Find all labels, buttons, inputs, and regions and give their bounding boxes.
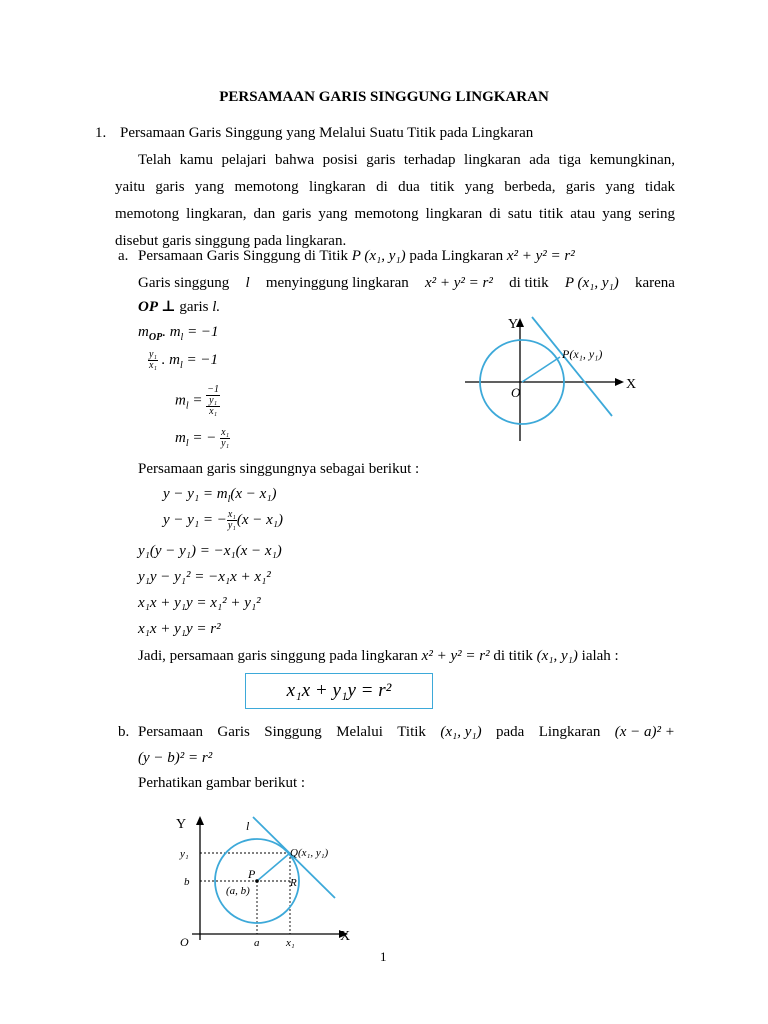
figure-b-tangent-point-label: Q(x₁, y₁)	[290, 847, 329, 859]
step-5: x₁x + y₁y = x₁² + y₁²	[138, 595, 261, 611]
part-a-desc-line1: Garis singgung l menyinggung lingkaran x² + y² = r² di titik P (x₁, y₁) karena	[138, 275, 675, 291]
figure-b-r-label: R	[290, 877, 297, 889]
part-b-heading-line1: Persamaan Garis Singgung Melalui Titik (x₁, y₁) pada Lingkaran (x − a)² +	[138, 724, 675, 740]
step-2: y − y₁ = − $\frac{\text{x₁}}{\text{y₁}}$ (x − x₁)	[163, 509, 283, 531]
figure-a-tangent-line	[532, 317, 612, 416]
figure-b-origin-label: O	[180, 935, 189, 949]
boxed-formula	[245, 673, 433, 709]
page-number: 1	[380, 949, 387, 964]
figure-a-axes	[465, 318, 624, 441]
part-a-heading: Persamaan Garis Singgung di Titik P (x₁, y₁) pada Lingkaran x² + y² = r²	[138, 248, 575, 264]
result-intro: Persamaan garis singgungnya sebagai berikut :	[138, 461, 420, 477]
section-heading: Persamaan Garis Singgung yang Melalui Suatu Titik pada Lingkaran	[120, 125, 534, 141]
part-b-letter: b.	[118, 724, 130, 740]
figure-a-point-label: P(x₁, y₁)	[562, 347, 603, 361]
section-number: 1.	[95, 125, 107, 141]
paragraph-line-3: memotong lingkaran, dan garis yang memotong lingkaran di satu titik atau yang sering	[115, 206, 675, 222]
equation-1: $m_{OP}$. $m_l = -1$	[138, 324, 219, 343]
step-3: y₁(y − y₁) = −x₁(x − x₁)	[138, 543, 282, 559]
step-4: y₁y − y₁² = −x₁x + x₁²	[138, 569, 271, 585]
equation-4: $m_l$ = − $\frac{\text{x₁}}{\text{y₁}}$	[175, 427, 230, 449]
figure-b-center-coord-label: (a, b)	[226, 885, 250, 897]
figure-b-a-tick: a	[254, 937, 260, 949]
figure-b-center-label: P	[248, 867, 256, 881]
figure-a-x-label: X	[626, 377, 637, 392]
paragraph-line-4: disebut garis singgung pada lingkaran.	[115, 233, 347, 249]
paragraph-line-2: yaitu garis yang memotong lingkaran di dua titik yang berbeda, garis yang tidak	[115, 179, 675, 195]
figure-b-center-dot	[255, 879, 259, 883]
figure-a-y-label: Y	[508, 317, 519, 332]
equation-3: $m_l$ = −1 y₁ x₁	[175, 384, 219, 417]
part-a-desc-line2: OP ⊥ garis l.	[138, 299, 221, 315]
figure-b-b-tick: b	[184, 876, 190, 888]
figure-b-x-label: X	[340, 929, 351, 944]
part-b-intro: Perhatikan gambar berikut :	[138, 775, 306, 791]
figure-a-origin-label: O	[511, 385, 521, 400]
part-a-letter: a.	[118, 248, 129, 264]
page-title: PERSAMAAN GARIS SINGGUNG LINGKARAN	[219, 89, 549, 105]
equation-2: $\frac{\text{y₁}}{\text{x₁}}$ . $m_l = -1$	[149, 349, 219, 371]
figure-b-x1-tick: x₁	[286, 937, 295, 949]
step-6: x₁x + y₁y = r²	[138, 621, 221, 637]
step-1: $y - y_1 = m_l(x - x_1)$	[163, 486, 277, 505]
figure-b-line-label: l	[246, 819, 250, 833]
figure-b-radius	[257, 853, 290, 881]
boxed-formula-text: x₁x + y₁y = r²	[286, 680, 392, 701]
figure-tangent-origin	[460, 313, 640, 443]
paragraph-line-1: Telah kamu pelajari bahwa posisi garis terhadap lingkaran ada tiga kemungkinan,	[138, 152, 675, 168]
conclusion: Jadi, persamaan garis singgung pada lingkaran x² + y² = r² di titik (x₁, y₁) ialah :	[138, 648, 619, 664]
figure-tangent-general	[170, 810, 370, 950]
figure-b-y-label: Y	[176, 817, 187, 832]
figure-a-radius	[522, 357, 560, 382]
part-b-heading-line2: (y − b)² = r²	[138, 750, 213, 766]
figure-b-y1-tick: y₁	[180, 848, 189, 860]
